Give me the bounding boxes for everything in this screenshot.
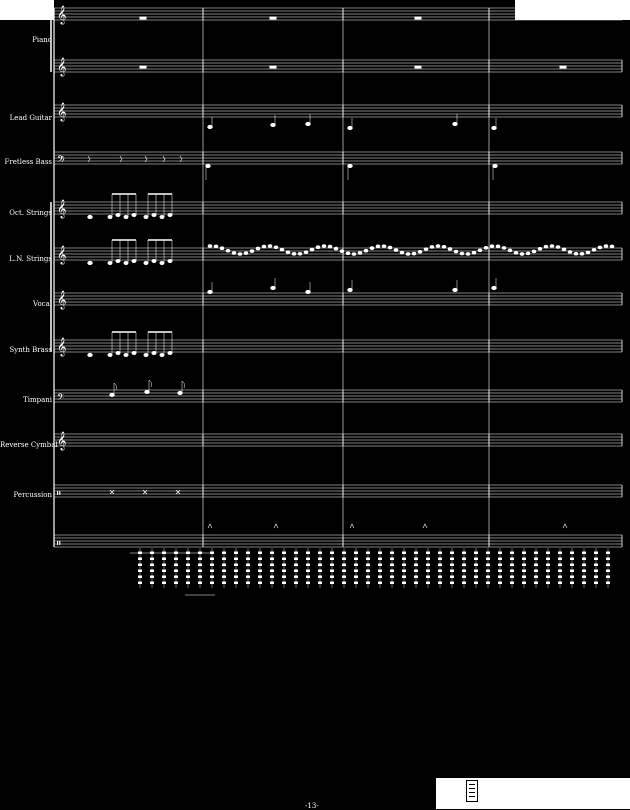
note-head xyxy=(304,251,308,254)
note-head xyxy=(348,164,352,167)
accent-mark xyxy=(208,524,212,528)
accent-mark xyxy=(274,524,278,528)
staff xyxy=(54,248,622,260)
note-head xyxy=(568,251,572,254)
whole-rest xyxy=(415,17,421,19)
clef-bass: 𝄢 xyxy=(57,392,65,405)
note-head xyxy=(388,246,392,249)
note-head xyxy=(116,352,120,355)
note-head xyxy=(280,248,284,251)
note-head xyxy=(370,247,374,250)
instrument-label-oct-strings: Oct. Strings xyxy=(9,209,52,217)
note-head xyxy=(574,252,578,255)
note-head xyxy=(124,354,128,357)
note-head xyxy=(144,216,148,219)
note-head xyxy=(124,262,128,265)
note-head xyxy=(238,253,242,256)
note-head xyxy=(256,247,260,250)
perc-hit xyxy=(143,490,147,494)
staff xyxy=(54,535,622,547)
instrument-label-piano: Piano xyxy=(32,36,52,44)
note-head xyxy=(268,245,272,248)
note-head xyxy=(550,245,554,248)
note-head xyxy=(348,288,352,291)
note-head xyxy=(418,250,422,253)
note-head xyxy=(271,286,275,289)
note-head xyxy=(508,249,512,252)
note-head xyxy=(340,250,344,253)
note-head xyxy=(108,354,112,357)
note-head xyxy=(453,288,457,291)
note-head xyxy=(538,247,542,250)
note-head xyxy=(144,354,148,357)
staff xyxy=(54,152,622,164)
whole-rest xyxy=(270,17,276,19)
note-head xyxy=(145,390,149,393)
note-head xyxy=(598,246,602,249)
note-head xyxy=(298,252,302,255)
staff xyxy=(54,105,622,117)
note-head xyxy=(453,122,457,125)
note-head xyxy=(436,245,440,248)
note-head xyxy=(262,245,266,248)
instrument-label-fretless-bass: Fretless Bass xyxy=(4,158,52,166)
note-head xyxy=(178,391,182,394)
note-head xyxy=(244,252,248,255)
instrument-label-ln-strings: L.N. Strings xyxy=(9,255,52,263)
note-head xyxy=(152,260,156,263)
perc-hit xyxy=(110,490,114,494)
note-head xyxy=(592,249,596,252)
notes xyxy=(62,17,614,494)
clef-perc: 𝄥 xyxy=(57,537,61,550)
note-head xyxy=(160,354,164,357)
note-head xyxy=(484,246,488,249)
clef-treble: 𝄞 xyxy=(57,245,67,264)
note-head xyxy=(108,262,112,265)
note-head xyxy=(430,246,434,249)
note-head xyxy=(348,126,352,129)
note-head xyxy=(124,216,128,219)
whole-rest xyxy=(560,17,566,19)
note-head xyxy=(226,249,230,252)
note-head xyxy=(108,216,112,219)
note-head xyxy=(448,248,452,251)
staff xyxy=(54,485,622,497)
note-head xyxy=(466,253,470,256)
instrument-label-reverse-cymbal: Reverse Cymbal xyxy=(0,441,58,449)
clef-perc: 𝄥 xyxy=(57,487,61,500)
note-head xyxy=(493,164,497,167)
note-head xyxy=(532,250,536,253)
note-head xyxy=(328,245,332,248)
note-head xyxy=(460,252,464,255)
note-head xyxy=(490,245,494,248)
note-head xyxy=(310,248,314,251)
note-head xyxy=(376,245,380,248)
note-head xyxy=(478,249,482,252)
note-head xyxy=(116,260,120,263)
note-head xyxy=(271,123,275,126)
note-head xyxy=(250,250,254,253)
note-head xyxy=(394,249,398,252)
note-head xyxy=(322,245,326,248)
note-head xyxy=(358,252,362,255)
note-head xyxy=(364,249,368,252)
note-head xyxy=(586,251,590,254)
staff xyxy=(54,390,622,402)
note-head xyxy=(168,352,172,355)
whole-rest xyxy=(270,66,276,68)
barlines xyxy=(51,8,622,547)
staff xyxy=(54,60,622,72)
note-head xyxy=(562,248,566,251)
note-head xyxy=(116,214,120,217)
stamp-icon xyxy=(466,780,478,802)
whole-rest xyxy=(560,66,566,68)
note-head xyxy=(168,214,172,217)
accent-mark xyxy=(423,524,427,528)
note-head xyxy=(152,214,156,217)
note-head xyxy=(208,290,212,293)
page-number: -13- xyxy=(305,802,319,810)
note-head xyxy=(406,253,410,256)
staff xyxy=(54,434,622,446)
accent-mark xyxy=(350,524,354,528)
note-head xyxy=(232,252,236,255)
note-head xyxy=(334,247,338,250)
note-head xyxy=(132,352,136,355)
note-head xyxy=(526,252,530,255)
instrument-label-synth-brass: Synth Brass xyxy=(9,346,52,354)
note-head xyxy=(292,252,296,255)
note-head xyxy=(274,246,278,249)
staff xyxy=(54,202,622,214)
note-head xyxy=(168,260,172,263)
clef-treble: 𝄞 xyxy=(57,102,67,121)
note-head xyxy=(132,214,136,217)
note-head xyxy=(208,125,212,128)
note-head xyxy=(580,253,584,256)
staff xyxy=(54,340,622,352)
note-head xyxy=(152,352,156,355)
note-head xyxy=(400,251,404,254)
staff-lines xyxy=(54,8,622,547)
note-head xyxy=(502,247,506,250)
instrument-label-percussion: Percussion xyxy=(13,491,52,499)
note-head xyxy=(454,250,458,253)
instrument-label-timpani: Timpani xyxy=(23,396,52,404)
note-head xyxy=(514,252,518,255)
clef-treble: 𝄞 xyxy=(57,290,67,309)
note-head xyxy=(556,246,560,249)
note-head xyxy=(442,245,446,248)
staff xyxy=(54,8,622,20)
note-head xyxy=(346,252,350,255)
note-head xyxy=(144,262,148,265)
clef-treble: 𝄞 xyxy=(57,5,67,24)
note-head xyxy=(286,251,290,254)
instrument-label-vocal: Vocal xyxy=(33,300,52,308)
note-head xyxy=(424,248,428,251)
note-head xyxy=(160,262,164,265)
staff xyxy=(54,293,622,305)
note-head xyxy=(214,245,218,248)
note-head xyxy=(132,260,136,263)
note-head xyxy=(472,251,476,254)
note-head xyxy=(206,164,210,167)
note-head xyxy=(352,253,356,256)
note-head xyxy=(306,290,310,293)
clef-treble: 𝄞 xyxy=(57,199,67,218)
perc-hit xyxy=(176,490,180,494)
note-head xyxy=(160,216,164,219)
note-head xyxy=(492,126,496,129)
instrument-label-lead-guitar: Lead Guitar xyxy=(9,114,52,122)
note-head xyxy=(520,253,524,256)
note-head xyxy=(544,245,548,248)
note-head xyxy=(110,393,114,396)
note-head xyxy=(604,245,608,248)
clef-treble: 𝄞 xyxy=(57,337,67,356)
note-head xyxy=(306,122,310,125)
note-head xyxy=(492,286,496,289)
percussion-notation xyxy=(130,524,610,595)
note-head xyxy=(412,252,416,255)
clefs xyxy=(57,5,66,550)
clef-treble: 𝄞 xyxy=(57,57,67,76)
whole-rest xyxy=(415,66,421,68)
note-head xyxy=(610,245,614,248)
whole-rest xyxy=(140,17,146,19)
accent-mark xyxy=(563,524,567,528)
note-head xyxy=(208,245,212,248)
note-head xyxy=(220,247,224,250)
clef-bass: 𝄢 xyxy=(57,154,65,167)
note-head xyxy=(496,245,500,248)
note-head xyxy=(382,245,386,248)
whole-rest xyxy=(140,66,146,68)
note-head xyxy=(316,246,320,249)
clef-treble: 𝄞 xyxy=(57,431,67,450)
